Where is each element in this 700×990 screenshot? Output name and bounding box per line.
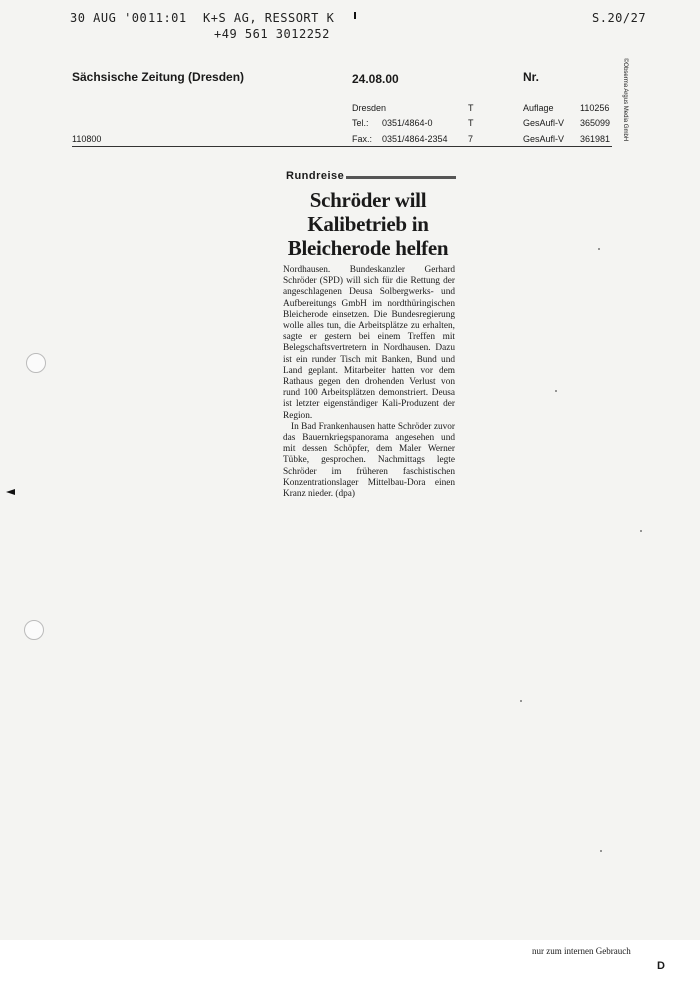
article-paragraph-1: Nordhausen. Bundeskanzler Gerhard Schröder (SPD) will sich für die Rettung der angeschlagenen Deusa Solbergwerks- und Aufbereitungs GmbH im nordthüringischen Bleicherode einsetzen. Die Bundesregierung wolle alles tun, die Arbeitsplätze zu erhalten, sagte er gestern bei einem Treffen mit Belegschaftsvertretern in Nordhausen. Dazu ist ein runder Tisch mit Banken, Bund und Land geplant. Mitarbeiter hatten vor dem Rathaus gegen den drohenden Verlust von rund 100 Arbeitsplätzen demonstriert. Deusa ist letzter eigenständiger Kali-Produzent der Region.	[283, 265, 455, 421]
fax-page-number: S.20/27	[592, 11, 647, 25]
gesaufl-value-2: 361981	[580, 134, 611, 144]
column-7: 7	[468, 134, 474, 144]
auflage-value: 110256	[580, 103, 610, 113]
internal-use-note: nur zum internen Gebrauch	[532, 946, 631, 956]
scan-speck	[600, 850, 602, 852]
headline-line-1: Schröder will	[309, 188, 427, 212]
column-t-2: T	[468, 118, 474, 128]
punch-hole-lower	[24, 620, 44, 640]
scan-speck	[520, 700, 522, 702]
clipping-code: 110800	[72, 134, 102, 144]
article-kicker: Rundreise	[286, 170, 345, 182]
kicker-rule	[346, 176, 456, 179]
tel-label: Tel.:	[352, 118, 369, 128]
fax-label: Fax.:	[352, 134, 373, 144]
fax-time: 11:01	[148, 11, 187, 25]
clipping-date: 24.08.00	[352, 72, 399, 86]
fax-phone: +49 561 3012252	[214, 27, 330, 41]
city: Dresden	[352, 103, 387, 113]
left-arrow-icon	[6, 489, 15, 495]
auflage-label: Auflage	[523, 103, 554, 113]
headline-line-3: Bleicherode helfen	[287, 236, 449, 260]
gesaufl-label-2: GesAufl-V	[523, 134, 565, 144]
article-paragraph-2: In Bad Frankenhausen hatte Schröder zuvor das Bauernkriegspanorama angesehen und mit dessen Schöpfer, dem Maler Werner Tübke, gesprochen. Nachmittags legte Schröder im früheren faschistischen Konzentrationslager Mittelbau-Dora einen Kranz nieder. (dpa)	[283, 421, 455, 500]
nr-label: Nr.	[523, 70, 540, 84]
punch-hole-upper	[26, 353, 46, 373]
gesaufl-value-1: 365099	[580, 118, 611, 128]
fax-sender: K+S AG, RESSORT K	[203, 11, 335, 25]
newspaper-name: Sächsische Zeitung (Dresden)	[72, 70, 245, 84]
page-mark: D	[657, 960, 665, 972]
tel-number: 0351/4864-0	[382, 118, 433, 128]
headline-line-2: Kalibetrieb in	[307, 212, 429, 236]
gesaufl-label-1: GesAufl-V	[523, 118, 565, 128]
scan-speck	[598, 248, 600, 250]
column-t-1: T	[468, 103, 474, 113]
article-headline	[278, 188, 458, 260]
fax-date: 30 AUG '00	[70, 11, 148, 25]
copyright-notice: ©Obserma Argus Media GmbH	[622, 58, 628, 142]
scan-speck	[640, 530, 642, 532]
scan-speck	[555, 390, 557, 392]
fax-number: 0351/4864-2354	[382, 134, 448, 144]
header-rule	[72, 146, 612, 147]
article-body	[283, 265, 455, 500]
fax-tick-mark	[354, 12, 356, 19]
